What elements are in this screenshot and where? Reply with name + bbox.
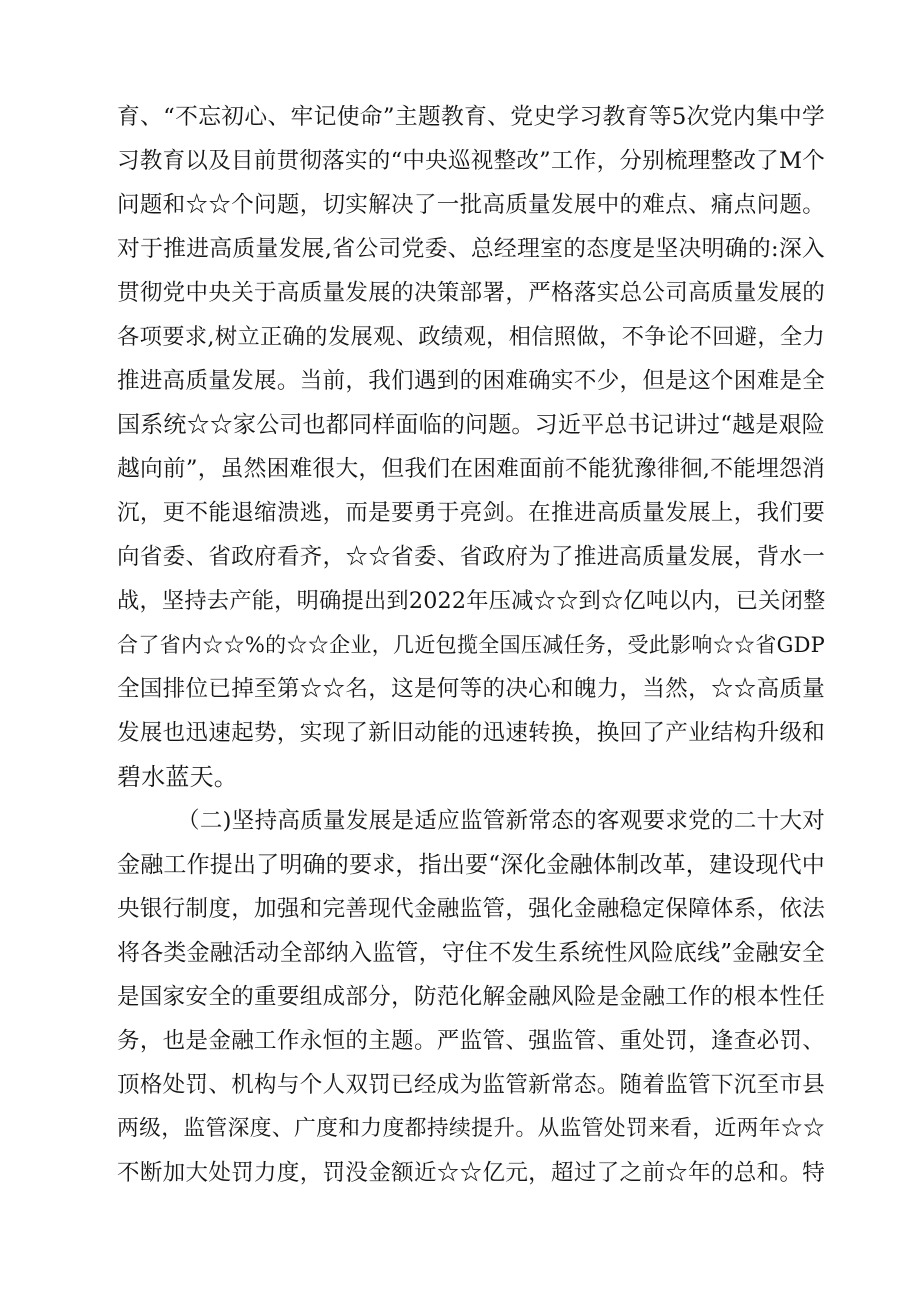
text-line: 推进高质量发展。当前，我们遇到的困难确实不少，但是这个困难是全 bbox=[117, 368, 825, 394]
text-line: 贯彻党中央关于高质量发展的决策部署，严格落实总公司高质量发展的 bbox=[117, 280, 825, 306]
text-line: 战，坚持去产能，明确提出到2022年压减☆☆到☆亿吨以内，已关闭整 bbox=[117, 588, 825, 614]
text-line: 央银行制度，加强和完善现代金融监管，强化金融稳定保障体系，依法 bbox=[117, 896, 825, 922]
text-line: 不断加大处罚力度，罚没金额近☆☆亿元，超过了之前☆年的总和。特 bbox=[117, 1160, 825, 1186]
text-line: 越向前”，虽然困难很大，但我们在困难面前不能犹豫徘徊,不能埋怨消 bbox=[117, 456, 825, 482]
text-line: 发展也迅速起势，实现了新旧动能的迅速转换，换回了产业结构升级和 bbox=[117, 720, 825, 746]
text-line: 向省委、省政府看齐，☆☆省委、省政府为了推进高质量发展，背水一 bbox=[117, 544, 825, 570]
text-line: 问题和☆☆个问题，切实解决了一批高质量发展中的难点、痛点问题。 bbox=[117, 192, 825, 218]
paragraph-2 bbox=[117, 801, 825, 1197]
text-line: 全国排位已掉至第☆☆名，这是何等的决心和魄力，当然，☆☆高质量 bbox=[117, 676, 825, 702]
text-line: 金融工作提出了明确的要求，指出要“深化金融体制改革，建设现代中 bbox=[117, 852, 825, 878]
text-line: 习教育以及目前贯彻落实的“中央巡视整改”工作，分别梳理整改了M个 bbox=[117, 148, 825, 174]
text-line: （二)坚持高质量发展是适应监管新常态的客观要求党的二十大对 bbox=[177, 808, 825, 834]
text-line: 两级，监管深度、广度和力度都持续提升。从监管处罚来看，近两年☆☆ bbox=[117, 1116, 825, 1141]
paragraph-1 bbox=[117, 97, 825, 801]
text-line: 沉，更不能退缩溃逃，而是要勇于亮剑。在推进高质量发展上，我们要 bbox=[117, 500, 825, 526]
text-line: 国系统☆☆家公司也都同样面临的问题。习近平总书记讲过“越是艰险 bbox=[117, 412, 825, 438]
text-line: 合了省内☆☆%的☆☆企业，几近包揽全国压减任务，受此影响☆☆省GDP bbox=[117, 633, 825, 657]
text-line: 将各类金融活动全部纳入监管，守住不发生系统性风险底线”金融安全 bbox=[117, 940, 825, 966]
text-line: 碧水蓝天。 bbox=[117, 763, 238, 791]
text-line: 务，也是金融工作永恒的主题。严监管、强监管、重处罚，逢查必罚、 bbox=[117, 1028, 825, 1054]
text-line: 育、“不忘初心、牢记使命”主题教育、党史学习教育等5次党内集中学 bbox=[117, 104, 825, 130]
text-line: 各项要求,树立正确的发展观、政绩观，相信照做，不争论不回避，全力 bbox=[117, 324, 825, 350]
text-line: 顶格处罚、机构与个人双罚已经成为监管新常态。随着监管下沉至市县 bbox=[117, 1072, 825, 1098]
text-line: 是国家安全的重要组成部分，防范化解金融风险是金融工作的根本性任 bbox=[117, 984, 825, 1010]
text-line: 对于推进高质量发展,省公司党委、总经理室的态度是坚决明确的:深入 bbox=[117, 236, 825, 262]
